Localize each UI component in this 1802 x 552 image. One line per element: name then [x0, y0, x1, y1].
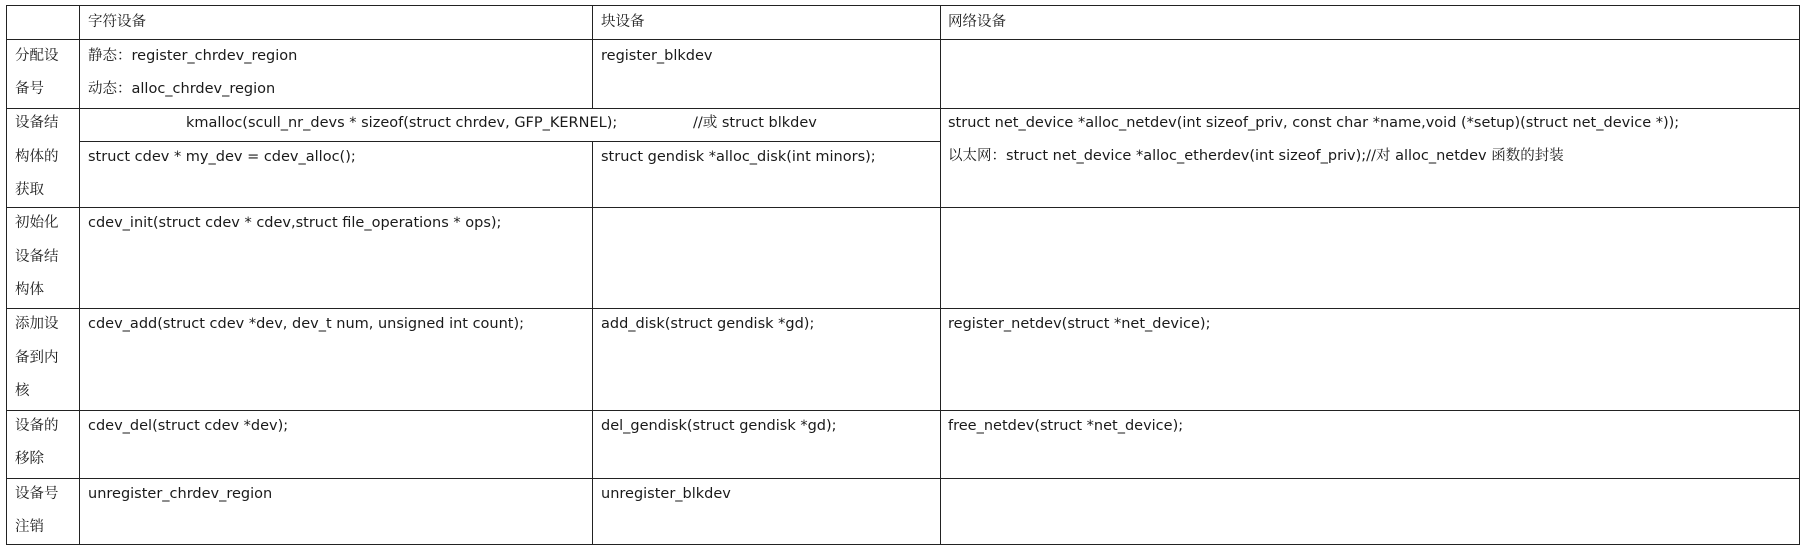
cell-text: unregister_blkdev — [601, 486, 731, 502]
row-label: 备到内 — [15, 350, 59, 366]
row-label: 设备号 — [15, 486, 59, 502]
header-char-device: 字符设备 — [88, 14, 146, 30]
cell-text: cdev_add(struct cdev *dev, dev_t num, unsigned int count); — [88, 316, 525, 332]
cell-text: del_gendisk(struct gendisk *gd); — [601, 418, 837, 434]
cell-text: add_disk(struct gendisk *gd); — [601, 316, 815, 332]
row-label: 分配设 — [15, 48, 59, 64]
cell-text: register_netdev(struct *net_device); — [948, 316, 1211, 332]
row-label: 备号 — [15, 81, 44, 97]
cell-text-comment: //或 struct blkdev — [693, 115, 817, 131]
col-divider — [940, 5, 941, 545]
table-border-top — [6, 5, 1800, 6]
table-border-bottom — [6, 544, 1800, 545]
col-divider — [592, 141, 593, 545]
table-border-left — [6, 5, 7, 545]
row-label: 构体 — [15, 282, 44, 298]
header-network-device: 网络设备 — [948, 14, 1006, 30]
row-divider — [6, 308, 1800, 309]
row-label: 移除 — [15, 451, 44, 467]
cell-text: unregister_chrdev_region — [88, 486, 273, 502]
cell-text: free_netdev(struct *net_device); — [948, 418, 1184, 434]
row-divider — [6, 478, 1800, 479]
header-divider — [6, 39, 1800, 40]
cell-text: 动态：alloc_chrdev_region — [88, 81, 276, 97]
cell-text: 静态：register_chrdev_region — [88, 48, 298, 64]
row-label: 核 — [15, 383, 30, 399]
row-label: 设备的 — [15, 418, 59, 434]
cell-text: cdev_init(struct cdev * cdev,struct file_operations * ops); — [88, 215, 502, 231]
cell-text: struct cdev * my_dev = cdev_alloc(); — [88, 149, 356, 165]
row-label: 初始化 — [15, 215, 59, 231]
header-block-device: 块设备 — [601, 14, 645, 30]
cell-text-merged: kmalloc(scull_nr_devs * sizeof(struct chrdev, GFP_KERNEL); — [186, 115, 618, 131]
row-divider — [6, 108, 1800, 109]
row-label: 获取 — [15, 182, 44, 198]
row-label: 添加设 — [15, 316, 59, 332]
row-label: 注销 — [15, 519, 44, 535]
device-comparison-table — [6, 5, 1800, 545]
row-label: 设备结 — [15, 115, 59, 131]
table-border-right — [1799, 5, 1800, 545]
cell-text: 以太网：struct net_device *alloc_etherdev(int sizeof_priv);//对 alloc_netdev 函数的封装 — [948, 148, 1564, 164]
cell-text: struct gendisk *alloc_disk(int minors); — [601, 149, 876, 165]
row-label: 构体的 — [15, 149, 59, 165]
col-divider — [79, 5, 80, 545]
col-divider — [592, 5, 593, 109]
row-subdivider — [79, 141, 940, 142]
cell-text: cdev_del(struct cdev *dev); — [88, 418, 289, 434]
row-divider — [6, 410, 1800, 411]
cell-text: struct net_device *alloc_netdev(int sizeof_priv, const char *name,void (*setup)(struct net_device *)); — [948, 115, 1680, 131]
row-divider — [6, 207, 1800, 208]
cell-text: register_blkdev — [601, 48, 713, 64]
row-label: 设备结 — [15, 249, 59, 265]
